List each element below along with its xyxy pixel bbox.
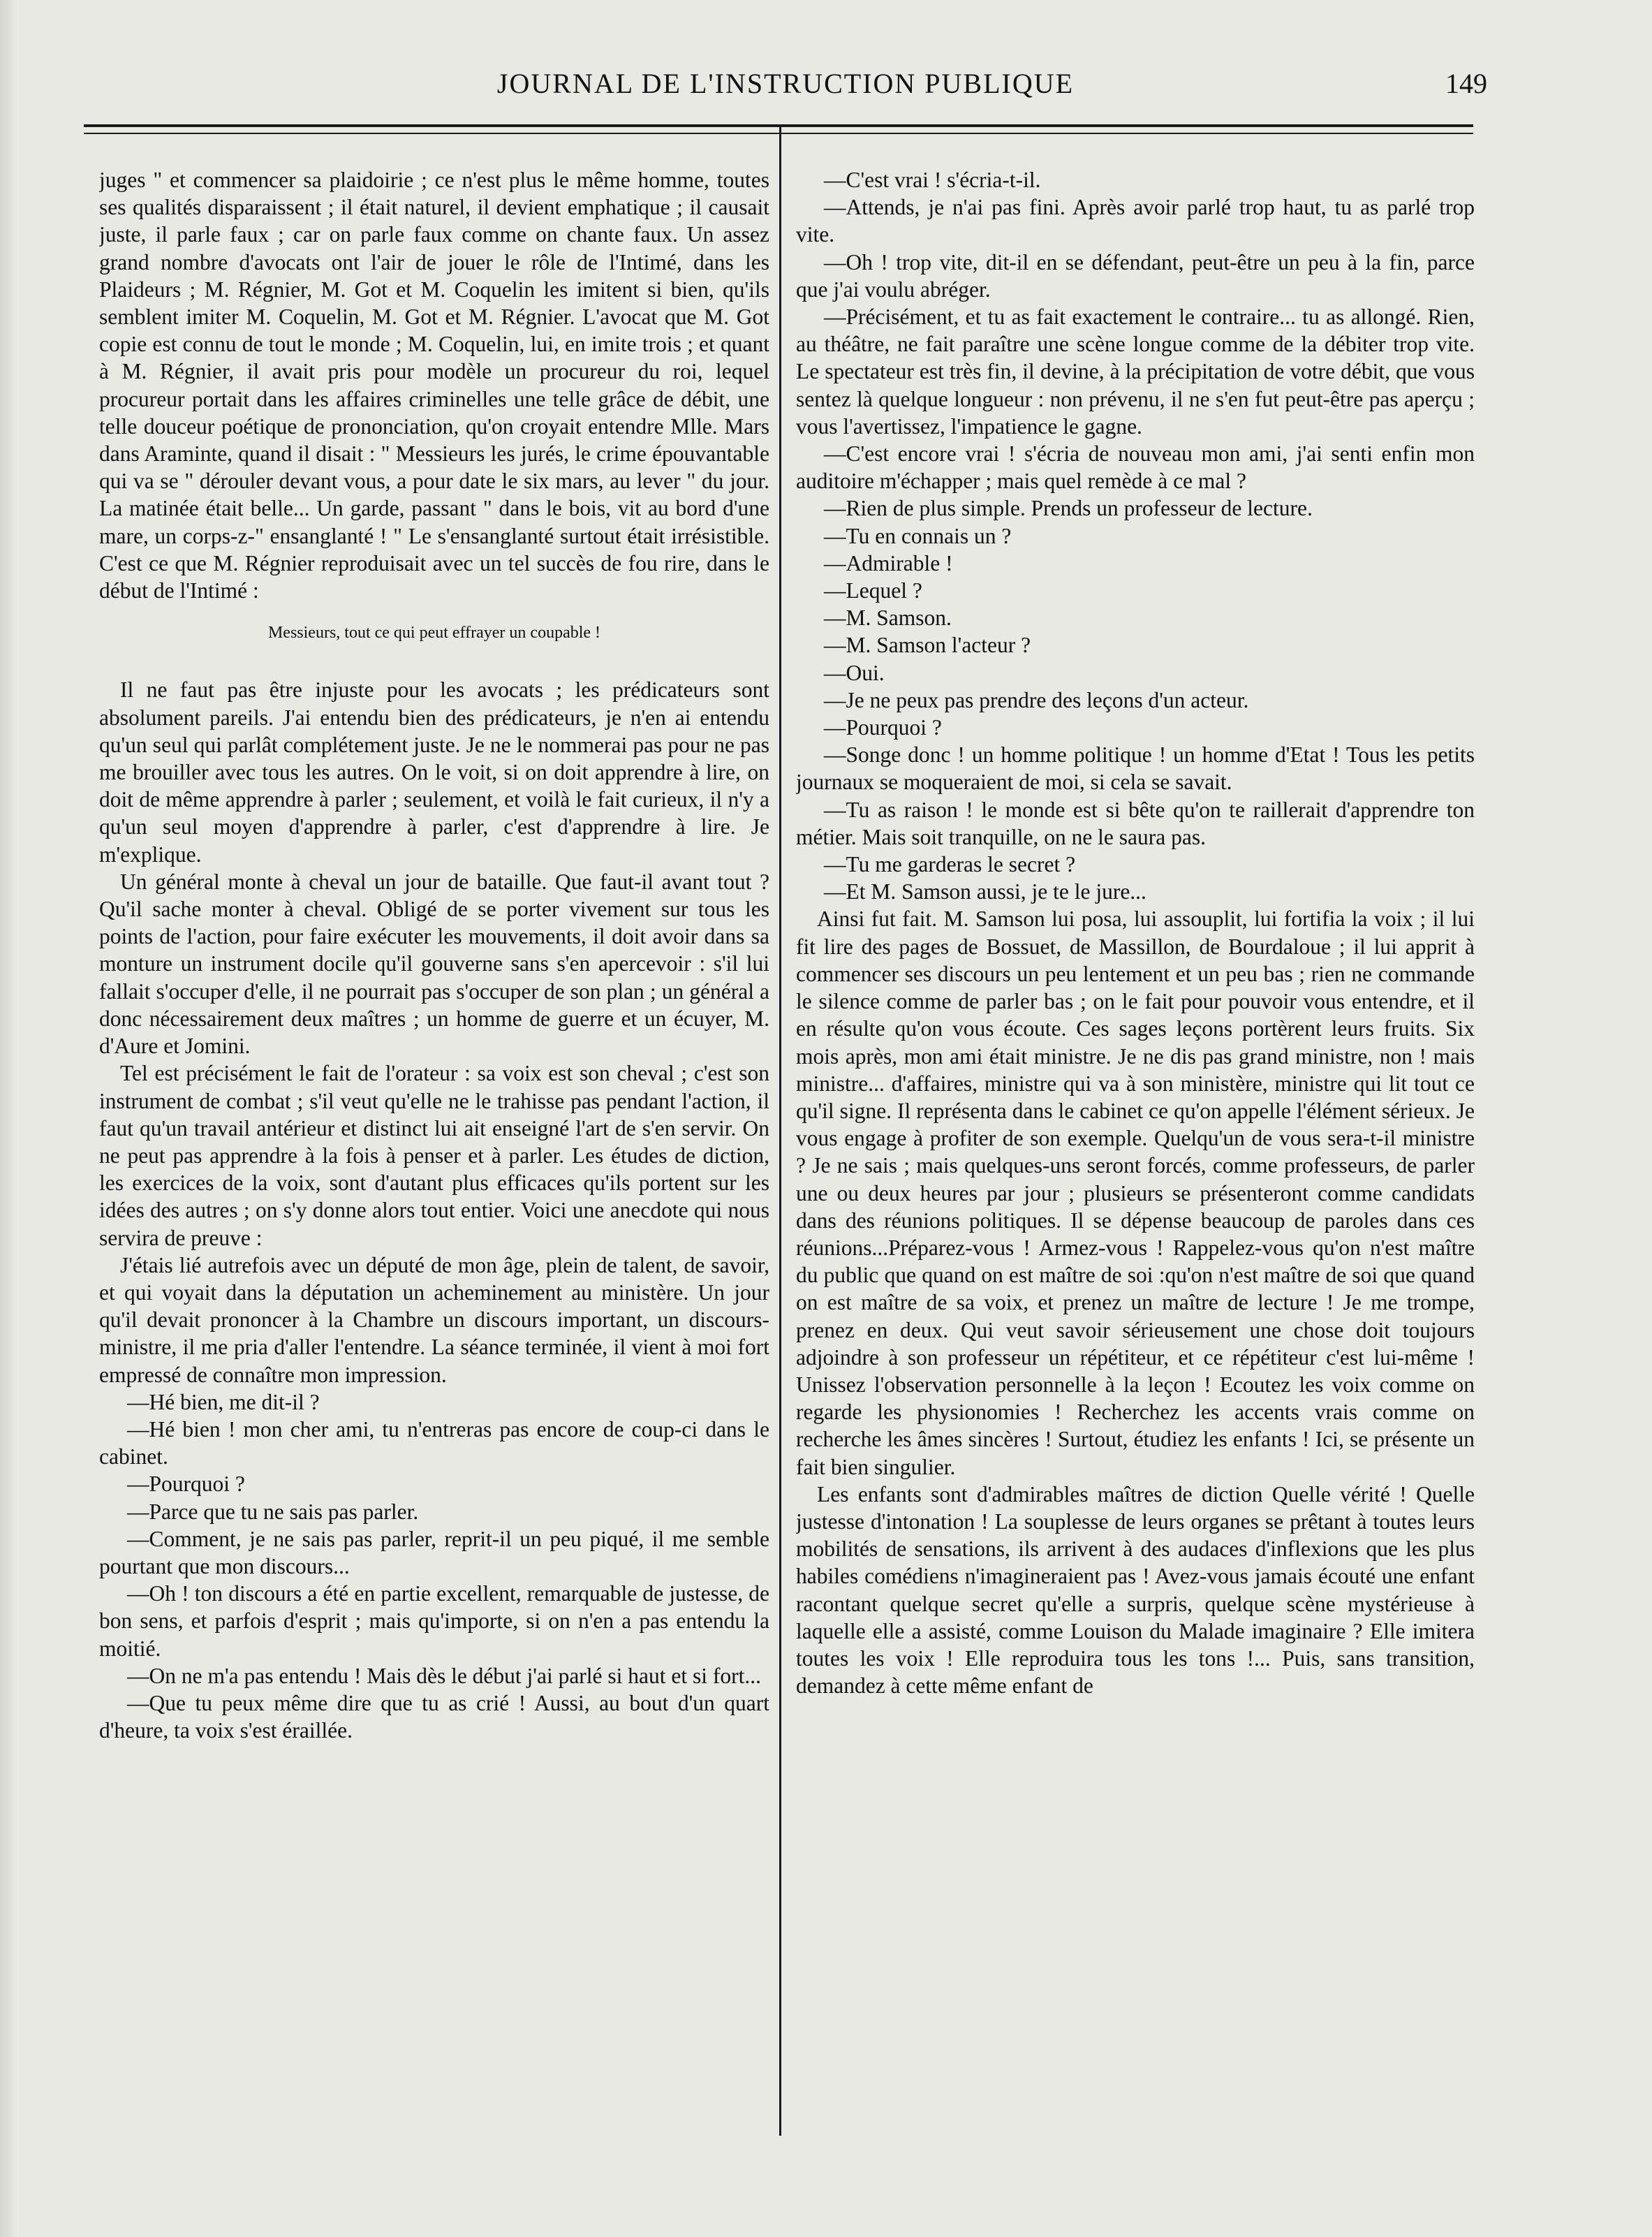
paragraph: Les enfants sont d'admirables maîtres de diction Quelle vérité ! Quelle justesse d'intonation ! La souplesse de leurs organes se prêtant à toutes leurs mobilités de sensations, ils arrivent à des audaces d'inflexions que les plus habiles comédiens n'imagineraient pas ! Avez-vous jamais écouté une enfant racontant quelque secret qu'elle a surpris, quelque scène mystérieuse à laquelle elle a assisté, comme Louison du Malade imaginaire ? Elle imitera toutes les voix ! Elle reproduira tous les tons !... Puis, sans transition, demandez à cette même enfant de [796, 1481, 1475, 1699]
dialogue-line: —Tu en connais un ? [824, 523, 1012, 548]
paragraph: Tel est précisément le fait de l'orateur : sa voix est son cheval ; c'est son instrument de combat ; s'il veut qu'elle ne le trahisse pas pendant l'action, il faut qu'un travail antérieur et distinct lui ait enseigné l'art de s'en servir. On ne peut pas apprendre à la fois à penser et à parler. Les études de diction, les exercices de la voix, sont d'autant plus efficaces qu'ils portent sur les idées des autres ; on s'y donne alors tout entier. Voici une anecdote qui nous servira de preuve : [99, 1061, 769, 1250]
paragraph: juges " et commencer sa plaidoirie ; ce n'est plus le même homme, toutes ses qualités disparaissent ; il était naturel, il devient emphatique ; il causait juste, il parle faux ; car on parle faux comme on chante faux. Un assez grand nombre d'avocats ont l'air de jouer le rôle de l'Intimé, dans les Plaideurs ; M. Régnier, M. Got et M. Coquelin les imitent si bien, qu'ils semblent imiter M. Coquelin, M. Got et M. Régnier. L'avocat que M. Got copie est connu de tout le monde ; M. Coquelin, lui, en imite trois ; et quant à M. Régnier, il avait pris pour modèle un procureur du roi, lequel procureur portait dans les affaires criminelles une telle grâce de débit, une telle douceur poétique de prononciation, qu'on croyait entendre Mlle. Mars dans Araminte, quand il disait : " Messieurs les jurés, le crime épouvantable qui va se " dérouler devant vous, a pour date le six mars, au lever " du jour. La matinée était belle... Un garde, passant " dans le bois, vit au bord d'une mare, un corps-z-" ensanglanté ! " Le s'ensanglanté surtout était irrésistible. C'est ce que M. Régnier reproduisait avec un tel succès de fou rire, dans le début de l'Intimé : [99, 168, 769, 603]
paragraph: Un général monte à cheval un jour de bataille. Que faut-il avant tout ? Qu'il sache monter à cheval. Obligé de se porter vivement sur tous les points de l'action, pour faire exécuter les mouvements, il doit avoir dans sa monture un instrument docile qu'il gouverne sans s'en apercevoir : s'il lui fallait s'occuper d'elle, il ne pourrait pas s'occuper de son plan ; un général a donc nécessairement deux maîtres ; un homme de guerre et un écuyer, M. d'Aure et Jomini. [99, 869, 769, 1059]
dialogue-line: —Songe donc ! un homme politique ! un homme d'Etat ! Tous les petits journaux se moqueraient de moi, si cela se savait. [796, 742, 1475, 795]
header-rule-thin [84, 133, 1473, 134]
dialogue-line: —C'est encore vrai ! s'écria de nouveau mon ami, j'ai senti enfin mon auditoire m'échapper ; mais quel remède à ce mal ? [796, 441, 1475, 494]
dialogue-line: —Oh ! trop vite, dit-il en se défendant, peut-être un peu à la fin, parce que j'ai voulu abréger. [796, 249, 1475, 302]
dialogue-line: —Lequel ? [824, 578, 922, 603]
binding-edge [0, 0, 20, 2237]
left-column [99, 166, 769, 2164]
paragraph: Ainsi fut fait. M. Samson lui posa, lui assouplit, lui fortifia la voix ; il lui fit lire des pages de Bossuet, de Massillon, de Bourdaloue ; il lui apprit à commencer ses discours un peu lentement et un peu bas ; rien ne commande le silence comme de parler bas ; on le fait pour pouvoir vous entendre, et il en résulte qu'on vous écoute. Ces sages leçons portèrent leurs fruits. Six mois après, mon ami était ministre. Je ne dis pas grand ministre, non ! mais ministre... d'affaires, ministre qui va à son ministère, ministre qui lit tout ce qu'il signe. Il représenta dans le cabinet ce qu'on appelle l'élément sérieux. Je vous engage à profiter de son exemple. Quelqu'un de vous sera-t-il ministre ? Je ne sais ; mais quelques-uns seront forcés, comme professeurs, de parler une ou deux heures par jour ; plusieurs se présenteront comme candidats dans des réunions politiques. Il se dépense beaucoup de paroles dans ces réunions...Préparez-vous ! Armez-vous ! Rappelez-vous qu'on n'est maître du public que quand on est maître de soi :qu'on n'est maître de soi que quand on est maître de sa voix, et prenez un maître de lecture ! Je me trompe, prenez en deux. Qui veut savoir sérieusement une chose doit toujours adjoindre à son professeur un répétiteur, et ce répétiteur c'est lui-même ! Unissez l'observation personnelle à la leçon ! Ecoutez les voix comme on regarde les physionomies ! Recherchez les accents vrais comme on recherche les âmes sincères ! Surtout, étudiez les enfants ! Ici, se présente un fait bien singulier. [796, 907, 1475, 1479]
dialogue-line: —Parce que tu ne sais pas parler. [127, 1499, 419, 1524]
page-header [84, 67, 1487, 109]
verse-quote: Messieurs, tout ce qui peut effrayer un coupable ! [267, 624, 601, 643]
dialogue-line: —Tu me garderas le secret ? [824, 852, 1076, 877]
dialogue-line: —M. Samson. [824, 606, 952, 631]
dialogue-line: —M. Samson l'acteur ? [824, 633, 1031, 658]
dialogue-line: —Admirable ! [824, 550, 953, 575]
dialogue-line: —Comment, je ne sais pas parler, reprit-il un peu piqué, il me semble pourtant que mon discours... [99, 1526, 769, 1578]
dialogue-line: —Tu as raison ! le monde est si bête qu'on te raillerait d'apprendre ton métier. Mais soit tranquille, on ne le saura pas. [796, 797, 1475, 849]
dialogue-line: —Précisément, et tu as fait exactement le contraire... tu as allongé. Rien, au théâtre, ne fait paraître une scène longue comme de la débiter trop vite. Le spectateur est très fin, il devine, à la précipitation de votre débit, que vous sentez là quelque longueur : non prévenu, il ne s'en fut peut-être pas aperçu ; vous l'avertissez, l'impatience le gagne. [796, 305, 1475, 439]
dialogue-line: —Rien de plus simple. Prends un professeur de lecture. [824, 496, 1313, 521]
dialogue-line: —Pourquoi ? [127, 1472, 245, 1497]
running-head: JOURNAL DE L'INSTRUCTION PUBLIQUE [496, 68, 1075, 99]
dialogue-line: —Oui. [824, 660, 885, 685]
dialogue-line: —Je ne peux pas prendre des leçons d'un acteur. [824, 687, 1249, 712]
dialogue-line: —Hé bien ! mon cher ami, tu n'entreras pas encore de coup-ci dans le cabinet. [99, 1416, 769, 1469]
dialogue-line: —Attends, je n'ai pas fini. Après avoir parlé trop haut, tu as parlé trop vite. [796, 195, 1475, 247]
page-number: 149 [1445, 68, 1487, 99]
paragraph: J'étais lié autrefois avec un député de mon âge, plein de talent, de savoir, et qui voyait dans la députation un acheminement au ministère. Un jour qu'il devait prononcer à la Chambre un discours important, un discours-ministre, il me pria d'aller l'entendre. La séance terminée, il vient à moi fort empressé de connaître mon impression. [99, 1252, 769, 1387]
dialogue-line: —Oh ! ton discours a été en partie excellent, remarquable de justesse, de bon sens, et parfois d'esprit ; mais qu'importe, si on n'en a pas entendu la moitié. [99, 1581, 769, 1661]
dialogue-line: —On ne m'a pas entendu ! Mais dès le début j'ai parlé si haut et si fort... [127, 1663, 761, 1688]
right-column [796, 166, 1475, 2164]
dialogue-line: —Pourquoi ? [824, 715, 942, 740]
header-rule-thick [84, 124, 1473, 127]
dialogue-line: —C'est vrai ! s'écria-t-il. [824, 168, 1041, 192]
paragraph: Il ne faut pas être injuste pour les avocats ; les prédicateurs sont absolument pareils. J'ai entendu bien des prédicateurs, je n'en ai entendu qu'un seul qui parlât complétement juste. Je ne le nommerai pas pour ne pas me brouiller avec tous les autres. On le voit, si on doit apprendre à lire, on doit de même apprendre à parler ; seulement, et voilà le fait curieux, il n'y a qu'un seul moyen d'apprendre à parler, c'est d'apprendre à lire. Je m'explique. [99, 677, 769, 867]
dialogue-line: —Hé bien, me dit-il ? [127, 1389, 320, 1414]
column-divider [779, 124, 781, 2136]
dialogue-line: —Et M. Samson aussi, je te le jure... [824, 879, 1146, 904]
dialogue-line: —Que tu peux même dire que tu as crié ! Aussi, au bout d'un quart d'heure, ta voix s'est éraillée. [99, 1690, 769, 1743]
